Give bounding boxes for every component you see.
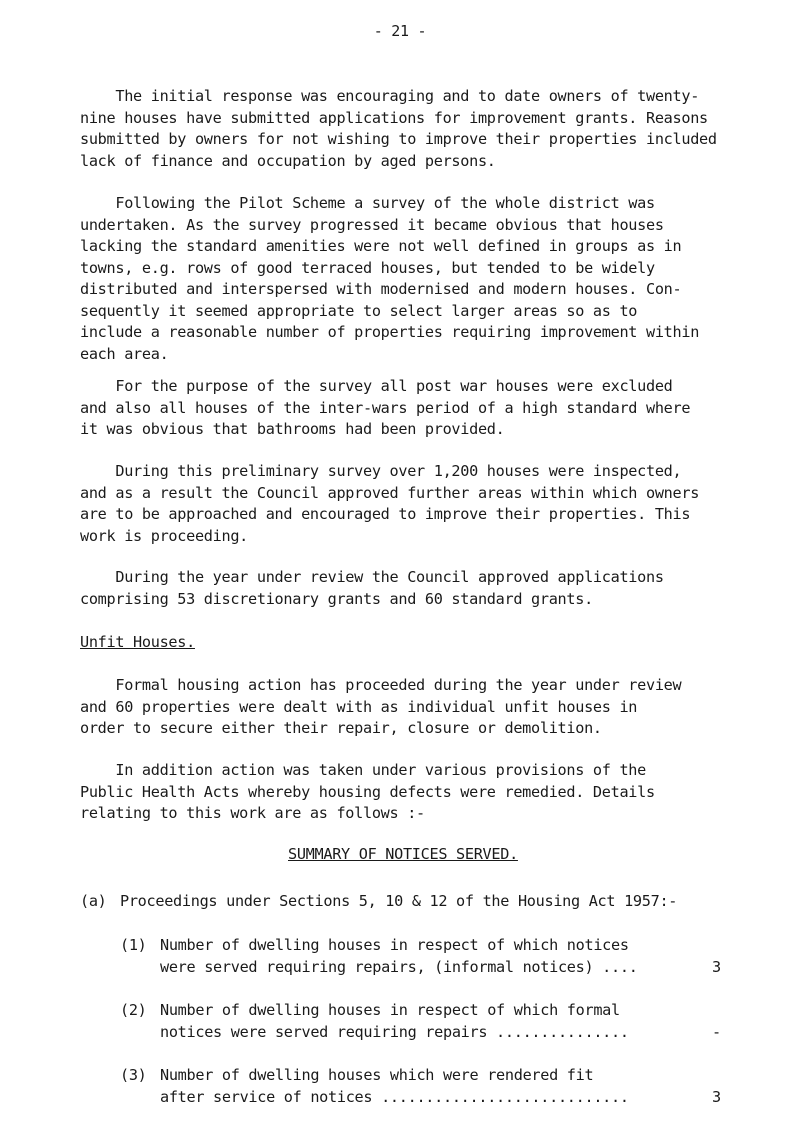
summary-a-text: Proceedings under Sections 5, 10 & 12 of the Housing Act 1957:-: [120, 892, 678, 910]
summary-item-number: (3): [120, 1066, 147, 1084]
summary-item-number: (1): [120, 936, 147, 954]
text-line: towns, e.g. rows of good terraced houses, but tended to be widely: [80, 258, 655, 277]
text-line: During this preliminary survey over 1,200 houses were inspected,: [80, 462, 682, 480]
text-line: lacking the standard amenities were not well defined in groups as in: [80, 237, 682, 255]
summary-item-value: 3: [712, 958, 721, 976]
text-line: and 60 properties were dealt with as individual unfit houses in: [80, 697, 638, 716]
summary-item-text: Number of dwelling houses in respect of which notices: [160, 936, 629, 954]
text-line: comprising 53 discretionary grants and 60 standard grants.: [80, 589, 593, 608]
paragraph-formal-action: [80, 675, 740, 740]
paragraph-initial-response: [80, 86, 740, 172]
summary-item-value: -: [712, 1023, 721, 1041]
text-line: and as a result the Council approved further areas within which owners: [80, 483, 700, 502]
text-line: undertaken. As the survey progressed it became obvious that houses: [80, 215, 664, 234]
summary-title: SUMMARY OF NOTICES SERVED.: [288, 845, 518, 863]
summary-a-label: (a): [80, 892, 107, 910]
text-line: each area.: [80, 344, 169, 363]
text-line: relating to this work are as follows :-: [80, 804, 425, 822]
text-line: and also all houses of the inter-wars period of a high standard where: [80, 398, 691, 417]
text-line: During the year under review the Council approved applications: [80, 568, 664, 586]
text-line: distributed and interspersed with modernised and modern houses. Con-: [80, 280, 682, 298]
text-line: nine houses have submitted applications for improvement grants. Reasons: [80, 108, 708, 127]
summary-item-text: after service of notices ............................: [160, 1088, 629, 1106]
text-line: order to secure either their repair, closure or demolition.: [80, 719, 602, 737]
text-line: Public Health Acts whereby housing defects were remedied. Details: [80, 782, 655, 801]
text-line: include a reasonable number of properties requiring improvement within: [80, 323, 700, 341]
text-line: Following the Pilot Scheme a survey of the whole district was: [80, 194, 655, 212]
paragraph-preliminary-survey: [80, 461, 740, 547]
text-line: it was obvious that bathrooms had been provided.: [80, 420, 505, 438]
text-line: work is proceeding.: [80, 526, 249, 545]
summary-item-value: 3: [712, 1088, 721, 1106]
summary-item-text: were served requiring repairs, (informal notices) ....: [160, 958, 638, 976]
page-number: - 21 -: [373, 22, 427, 40]
summary-item-text: notices were served requiring repairs ...............: [160, 1023, 629, 1041]
summary-item-text: Number of dwelling houses in respect of which formal: [160, 1001, 620, 1019]
text-line: submitted by owners for not wishing to improve their properties included: [80, 130, 717, 148]
summary-item-number: (2): [120, 1001, 147, 1019]
text-line: The initial response was encouraging and to date owners of twenty-: [80, 87, 700, 105]
paragraph-applications: [80, 567, 740, 610]
text-line: sequently it seemed appropriate to select larger areas so as to: [80, 301, 638, 320]
paragraph-pilot-scheme: [80, 193, 740, 365]
text-line: In addition action was taken under various provisions of the: [80, 761, 646, 779]
text-line: Formal housing action has proceeded during the year under review: [80, 676, 682, 694]
text-line: lack of finance and occupation by aged persons.: [80, 151, 496, 170]
section-heading-unfit-houses: Unfit Houses.: [80, 633, 195, 651]
text-line: are to be approached and encouraged to improve their properties. This: [80, 505, 691, 523]
paragraph-public-health-acts: [80, 760, 740, 825]
paragraph-survey-purpose: [80, 376, 740, 441]
text-line: For the purpose of the survey all post war houses were excluded: [80, 377, 673, 395]
summary-item-text: Number of dwelling houses which were rendered fit: [160, 1066, 594, 1084]
